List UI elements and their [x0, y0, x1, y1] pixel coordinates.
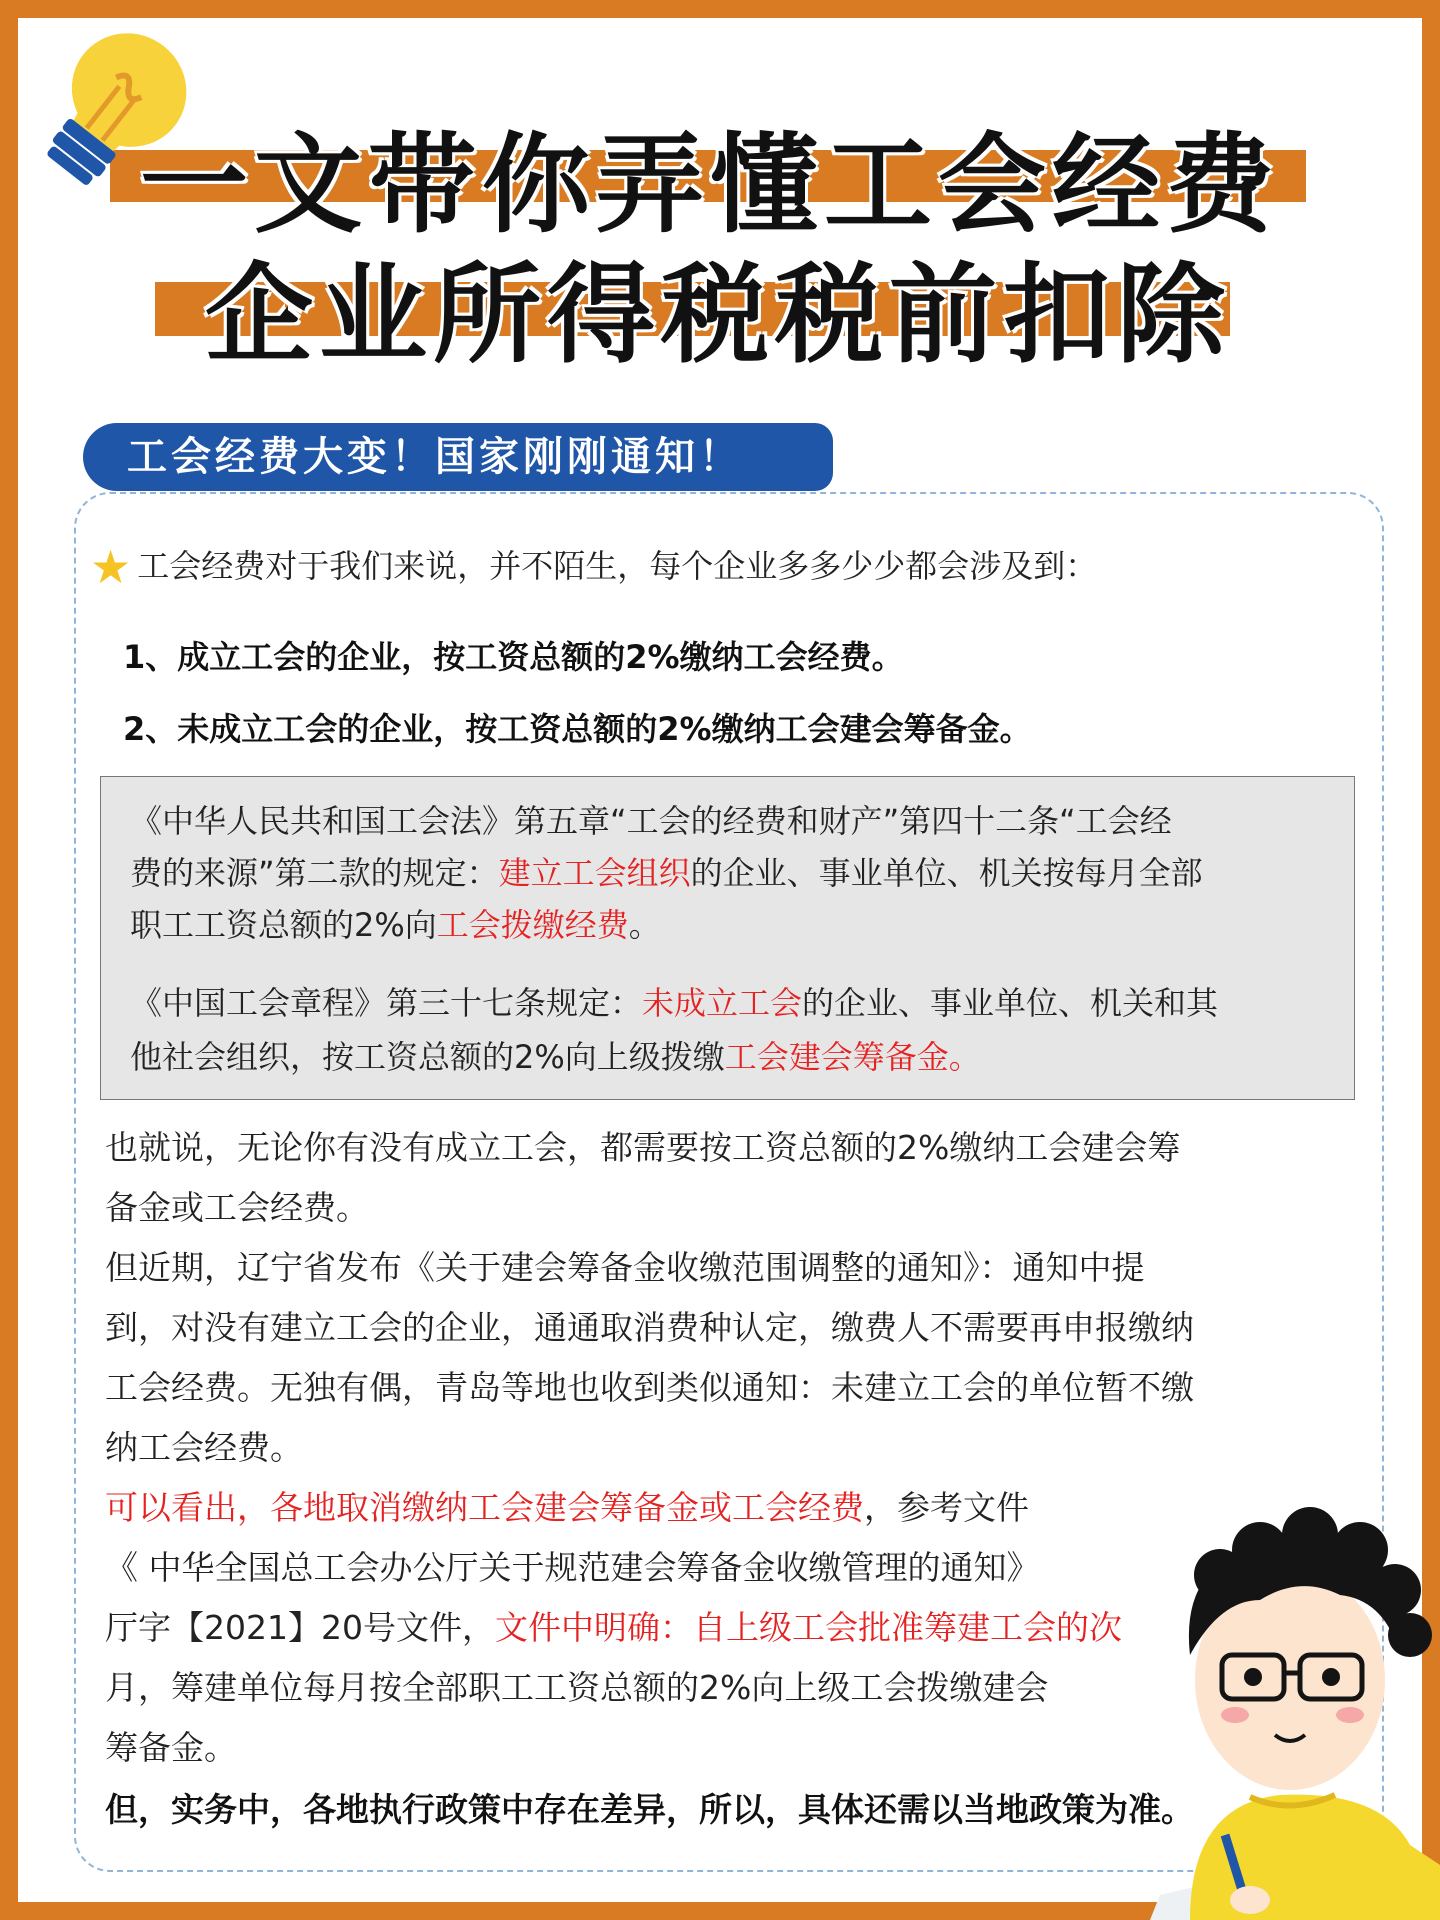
- body-line: 到，对没有建立工会的企业，通通取消费种认定，缴费人不需要再申报缴纳: [105, 1308, 1194, 1347]
- title-line-2: 企业所得税税前扣除: [205, 253, 1232, 378]
- body-line: 备金或工会经费。: [105, 1188, 369, 1227]
- star-icon: ★: [90, 540, 132, 594]
- body-line: 纳工会经费。: [105, 1428, 303, 1467]
- light-bulb-icon: [4, 16, 204, 196]
- conclusion-line: 但，实务中，各地执行政策中存在差异，所以，具体还需以当地政策为准。: [105, 1790, 1194, 1829]
- section-header: 工会经费大变！国家刚刚通知！: [83, 423, 833, 491]
- intro-text: ★ 工会经费对于我们来说，并不陌生，每个企业多多少少都会涉及到：: [90, 540, 1098, 594]
- quote-line: 他社会组织，按工资总额的2%向上级拨缴工会建会筹备金。: [130, 1038, 981, 1076]
- body-line: 工会经费。无独有偶，青岛等地也收到类似通知：未建立工会的单位暂不缴: [105, 1368, 1194, 1407]
- body-line: 可以看出，各地取消缴纳工会建会筹备金或工会经费，参考文件: [105, 1488, 1029, 1527]
- body-line: 《 中华全国总工会办公厅关于规范建会筹备金收缴管理的通知》: [105, 1548, 1040, 1587]
- quote-line: 《中华人民共和国工会法》第五章“工会的经费和财产”第四十二条“工会经: [130, 802, 1172, 840]
- cartoon-boy-illustration: [1150, 1505, 1440, 1920]
- body-line: 厅字【2021】20号文件，文件中明确：自上级工会批准筹建工会的次: [105, 1608, 1122, 1647]
- quote-line: 《中国工会章程》第三十七条规定：未成立工会的企业、事业单位、机关和其: [130, 984, 1219, 1022]
- body-line: 也就说，无论你有没有成立工会，都需要按工资总额的2%缴纳工会建会筹: [105, 1128, 1181, 1167]
- quote-line: 费的来源”第二款的规定：建立工会组织的企业、事业单位、机关按每月全部: [130, 854, 1203, 892]
- title-line-1: 一文带你弄懂工会经费: [140, 123, 1281, 248]
- body-line: 月，筹建单位每月按全部职工工资总额的2%向上级工会拨缴建会: [105, 1668, 1049, 1707]
- list-item: 2、未成立工会的企业，按工资总额的2%缴纳工会建会筹备金。: [123, 710, 1032, 748]
- body-line: 筹备金。: [105, 1728, 237, 1767]
- body-line: 但近期，辽宁省发布《关于建会筹备金收缴范围调整的通知》：通知中提: [105, 1248, 1145, 1287]
- list-item: 1、成立工会的企业，按工资总额的2%缴纳工会经费。: [123, 638, 904, 676]
- quote-line: 职工工资总额的2%向工会拨缴经费。: [130, 906, 661, 944]
